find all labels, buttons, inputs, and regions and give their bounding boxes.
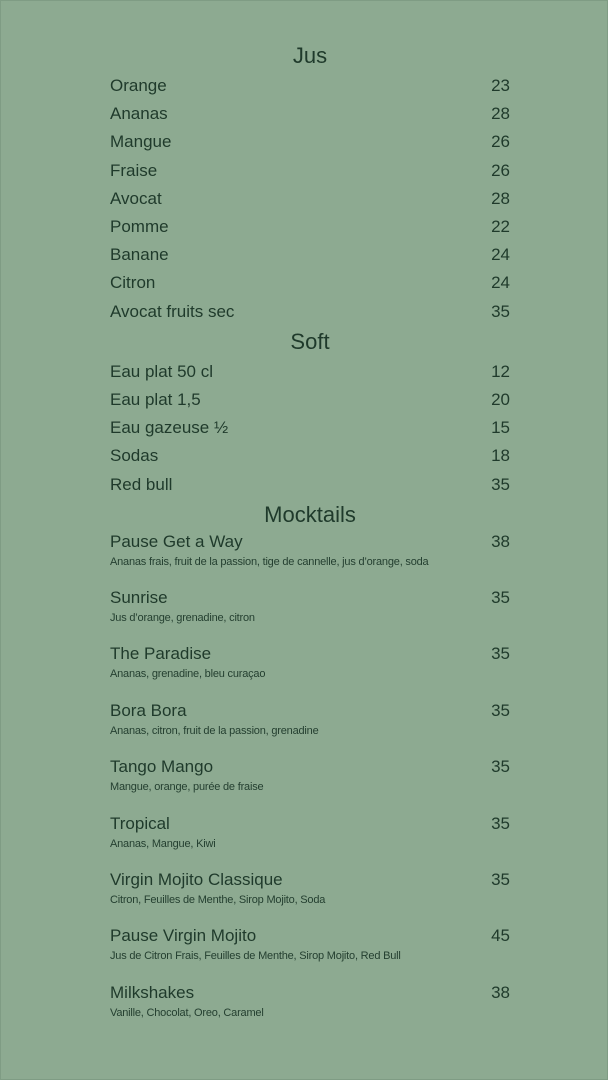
item-name: Mangue	[110, 132, 172, 152]
item-price: 35	[491, 588, 510, 608]
mocktail-item	[110, 643, 510, 699]
menu-item	[110, 358, 510, 386]
mocktail-header	[110, 700, 510, 722]
item-name: Bora Bora	[110, 700, 187, 720]
menu-item	[110, 157, 510, 185]
mocktail-item	[110, 925, 510, 981]
item-price: 15	[491, 418, 510, 438]
mocktail-header	[110, 982, 510, 1004]
item-name: Avocat fruits sec	[110, 301, 235, 321]
item-name: Red bull	[110, 474, 173, 494]
item-name: Virgin Mojito Classique	[110, 869, 283, 889]
item-price: 22	[491, 217, 510, 237]
item-name: Tropical	[110, 813, 170, 833]
item-description: Vanille, Chocolat, Oreo, Caramel	[110, 1006, 264, 1019]
item-name: Ananas	[110, 104, 168, 124]
mocktail-item	[110, 982, 510, 1038]
item-description: Ananas, Mangue, Kiwi	[110, 837, 216, 850]
item-price: 38	[491, 531, 510, 551]
item-name: Milkshakes	[110, 982, 195, 1002]
item-price: 24	[491, 245, 510, 265]
item-price: 35	[491, 757, 510, 777]
item-name: Fraise	[110, 160, 158, 180]
item-price: 35	[491, 474, 510, 494]
mocktail-header	[110, 925, 510, 947]
item-name: Citron	[110, 273, 156, 293]
item-name: The Paradise	[110, 644, 212, 664]
item-name: Sunrise	[110, 588, 168, 608]
item-price: 45	[491, 926, 510, 946]
menu-item	[110, 128, 510, 156]
item-price: 35	[491, 301, 510, 321]
item-price: 35	[491, 869, 510, 889]
section-title-soft: Soft	[290, 328, 330, 354]
item-name: Banane	[110, 245, 169, 265]
menu-item	[110, 241, 510, 269]
item-description: Jus de Citron Frais, Feuilles de Menthe, Sirop Mojito, Red Bull	[110, 950, 401, 963]
menu-item	[110, 386, 510, 414]
item-price: 35	[491, 700, 510, 720]
item-price: 38	[491, 982, 510, 1002]
item-name: Avocat	[110, 188, 162, 208]
mocktail-item	[110, 531, 510, 587]
section-title-mocktails: Mocktails	[264, 501, 356, 527]
mocktails-list	[110, 531, 510, 1039]
item-price: 28	[491, 188, 510, 208]
item-price: 23	[491, 76, 510, 96]
mocktail-item	[110, 813, 510, 869]
item-name: Sodas	[110, 446, 159, 466]
soft-list	[110, 358, 510, 499]
item-price: 20	[491, 389, 510, 409]
item-description: Ananas, grenadine, bleu curaçao	[110, 668, 266, 681]
mocktail-item	[110, 587, 510, 643]
mocktail-item	[110, 700, 510, 756]
item-price: 26	[491, 160, 510, 180]
menu-item	[110, 213, 510, 241]
mocktail-header	[110, 531, 510, 553]
mocktail-header	[110, 756, 510, 778]
item-name: Pomme	[110, 217, 169, 237]
drinks-menu	[110, 40, 510, 1038]
item-name: Eau gazeuse ½	[110, 418, 229, 438]
menu-item	[110, 100, 510, 128]
jus-list	[110, 72, 510, 326]
item-name: Tango Mango	[110, 757, 214, 777]
item-price: 24	[491, 273, 510, 293]
item-price: 12	[491, 361, 510, 381]
menu-item	[110, 72, 510, 100]
menu-item	[110, 298, 510, 326]
mocktail-header	[110, 643, 510, 665]
item-name: Eau plat 50 cl	[110, 361, 214, 381]
mocktail-header	[110, 869, 510, 891]
item-description: Mangue, orange, purée de fraise	[110, 781, 264, 794]
menu-item	[110, 269, 510, 297]
item-name: Orange	[110, 76, 167, 96]
mocktail-item	[110, 756, 510, 812]
item-price: 26	[491, 132, 510, 152]
item-price: 35	[491, 644, 510, 664]
item-name: Pause Get a Way	[110, 531, 243, 551]
menu-item	[110, 442, 510, 470]
section-title-jus: Jus	[292, 43, 328, 68]
item-description: Ananas, citron, fruit de la passion, grenadine	[110, 724, 319, 737]
item-description: Citron, Feuilles de Menthe, Sirop Mojito, Soda	[110, 893, 326, 906]
item-name: Pause Virgin Mojito	[110, 926, 257, 946]
item-price: 28	[491, 104, 510, 124]
mocktail-header	[110, 587, 510, 609]
menu-item	[110, 414, 510, 442]
menu-item	[110, 470, 510, 498]
mocktail-header	[110, 813, 510, 835]
item-name: Eau plat 1,5	[110, 389, 201, 409]
item-description: Jus d’orange, grenadine, citron	[110, 612, 255, 625]
item-price: 35	[491, 813, 510, 833]
mocktail-item	[110, 869, 510, 925]
item-description: Ananas frais, fruit de la passion, tige de cannelle, jus d’orange, soda	[110, 555, 429, 568]
item-price: 18	[491, 446, 510, 466]
menu-item	[110, 185, 510, 213]
